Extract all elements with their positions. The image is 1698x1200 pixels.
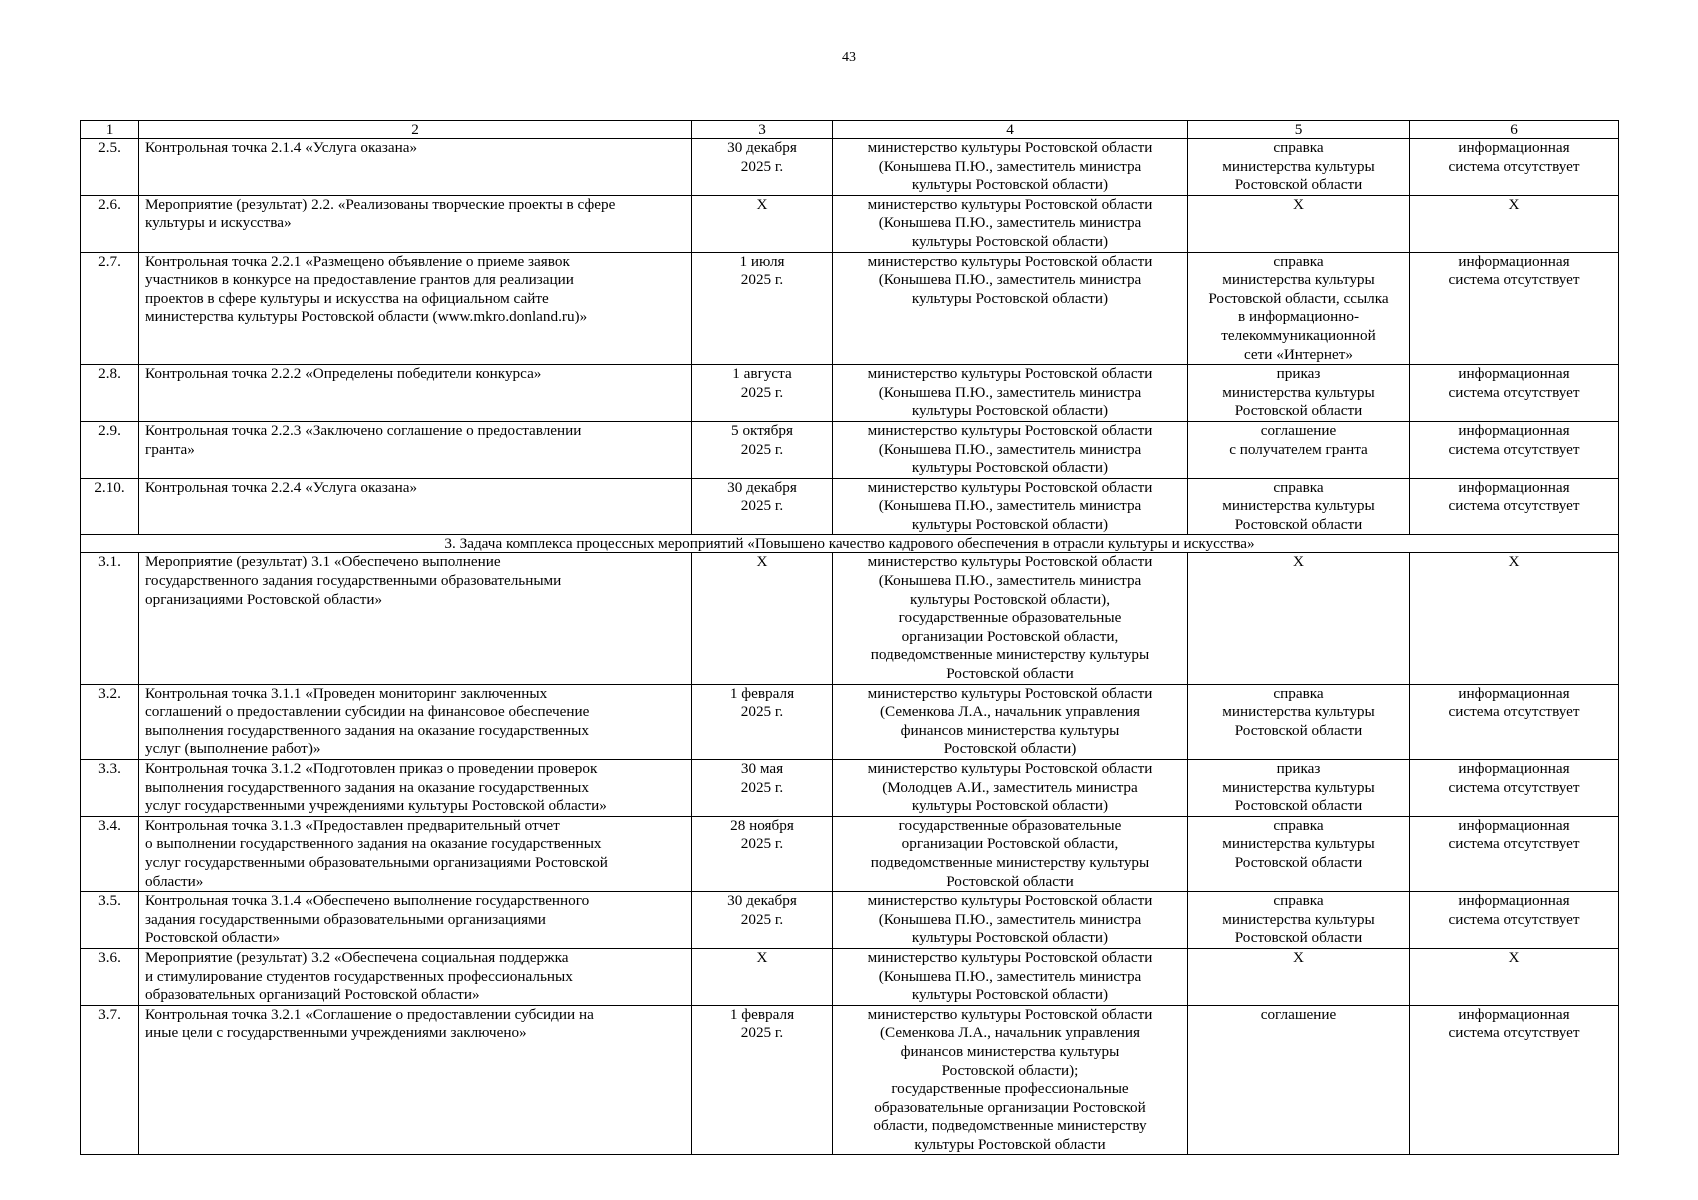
deadline-cell — [692, 684, 833, 759]
activity-name-cell-line: Контрольная точка 2.2.2 «Определены победители конкурса» — [145, 365, 542, 383]
responsible-cell — [833, 684, 1188, 759]
document-cell-line: Ростовской области, ссылка — [1208, 289, 1389, 307]
responsible-cell — [833, 478, 1188, 535]
deadline-cell — [692, 760, 833, 817]
header-cell-5: 5 — [1188, 121, 1410, 139]
deadline-cell-line: 1 августа — [732, 365, 792, 383]
document-cell-line: сети «Интернет» — [1244, 345, 1353, 363]
document-cell — [1188, 195, 1410, 252]
document-cell — [1188, 421, 1410, 478]
header-row — [81, 121, 1619, 139]
responsible-cell-line: Ростовской области — [946, 665, 1074, 683]
row-number-cell: 2.9. — [81, 421, 139, 478]
activity-name-cell-line: образовательных организаций Ростовской области» — [145, 986, 480, 1004]
table-body — [81, 121, 1619, 1155]
document-cell-line: телекоммуникационной — [1221, 326, 1376, 344]
activity-name-cell-line: задания государственными образовательными организациями — [145, 910, 546, 928]
table-row — [81, 892, 1619, 949]
info-system-cell-line: система отсутствует — [1448, 440, 1580, 458]
deadline-cell-line: X — [756, 195, 768, 213]
document-cell-line: министерства культуры — [1222, 383, 1375, 401]
activity-name-cell — [139, 421, 692, 478]
responsible-cell-line: (Конышева П.Ю., заместитель министра — [878, 383, 1142, 401]
document-cell-line: Ростовской области — [1234, 797, 1363, 815]
activity-name-cell-line: Контрольная точка 3.1.3 «Предоставлен предварительный отчет — [145, 816, 560, 834]
table-row — [81, 1005, 1619, 1155]
activity-name-cell — [139, 892, 692, 949]
info-system-cell — [1410, 365, 1619, 422]
responsible-cell — [833, 139, 1188, 196]
document-cell — [1188, 478, 1410, 535]
responsible-cell — [833, 760, 1188, 817]
deadline-cell-line: 30 декабря — [727, 478, 797, 496]
deadline-cell — [692, 252, 833, 365]
responsible-cell-line: министерство культуры Ростовской области — [867, 478, 1153, 496]
responsible-cell-line: культуры Ростовской области) — [911, 459, 1109, 477]
document-cell-line: справка — [1273, 684, 1324, 702]
deadline-cell-line: 2025 г. — [740, 440, 784, 458]
info-system-cell-line: система отсутствует — [1448, 910, 1580, 928]
info-system-cell-line: система отсутствует — [1448, 271, 1580, 289]
info-system-cell-line: информационная — [1458, 892, 1570, 910]
activity-name-cell-line: культуры и искусства» — [145, 214, 292, 232]
deadline-cell-line: 2025 г. — [740, 383, 784, 401]
info-system-cell — [1410, 421, 1619, 478]
activity-name-cell-line: Ростовской области» — [145, 929, 281, 947]
document-cell — [1188, 553, 1410, 684]
deadline-cell — [692, 892, 833, 949]
document-cell — [1188, 816, 1410, 891]
responsible-cell-line: области, подведомственные министерству — [873, 1117, 1147, 1135]
activity-name-cell-line: Контрольная точка 2.2.3 «Заключено соглашение о предоставлении — [145, 421, 582, 439]
deadline-cell-line: 30 декабря — [727, 139, 797, 156]
header-cell-4: 4 — [833, 121, 1188, 139]
document-cell-line: Ростовской области — [1234, 721, 1363, 739]
table-row — [81, 760, 1619, 817]
document-cell-line: министерства культуры — [1222, 835, 1375, 853]
table-row — [81, 252, 1619, 365]
deadline-cell — [692, 195, 833, 252]
info-system-cell-line: информационная — [1458, 1005, 1570, 1023]
deadline-cell-line: X — [756, 948, 768, 966]
activity-name-cell-line: Мероприятие (результат) 2.2. «Реализованы творческие проекты в сфере — [145, 195, 616, 213]
activity-name-cell — [139, 684, 692, 759]
row-number-cell: 2.6. — [81, 195, 139, 252]
document-cell — [1188, 684, 1410, 759]
document-cell — [1188, 948, 1410, 1005]
deadline-cell — [692, 421, 833, 478]
activity-name-cell-line: о выполнении государственного задания на оказание государственных — [145, 835, 602, 853]
info-system-cell-line: информационная — [1458, 478, 1570, 496]
info-system-cell-line: информационная — [1458, 684, 1570, 702]
control-points-table — [80, 120, 1619, 1155]
activity-name-cell — [139, 948, 692, 1005]
responsible-cell-line: культуры Ростовской области) — [911, 402, 1109, 420]
responsible-cell-line: культуры Ростовской области) — [911, 986, 1109, 1004]
deadline-cell — [692, 139, 833, 196]
responsible-cell — [833, 1005, 1188, 1155]
header-cell-6: 6 — [1410, 121, 1619, 139]
activity-name-cell-line: услуг (выполнение работ)» — [145, 740, 321, 758]
table-row — [81, 948, 1619, 1005]
deadline-cell-line: 1 июля — [739, 252, 785, 270]
responsible-cell-line: (Конышева П.Ю., заместитель министра — [878, 157, 1142, 175]
responsible-cell-line: Ростовской области) — [943, 740, 1077, 758]
info-system-cell — [1410, 816, 1619, 891]
row-number-cell: 2.5. — [81, 139, 139, 196]
responsible-cell-line: министерство культуры Ростовской области — [867, 421, 1153, 439]
document-cell-line: министерства культуры — [1222, 703, 1375, 721]
responsible-cell — [833, 421, 1188, 478]
document-cell-line: министерства культуры — [1222, 271, 1375, 289]
responsible-cell-line: подведомственные министерству культуры — [870, 646, 1150, 664]
activity-name-cell-line: Контрольная точка 2.1.4 «Услуга оказана» — [145, 139, 418, 156]
responsible-cell-line: министерство культуры Ростовской области — [867, 760, 1153, 777]
document-cell-line: Ростовской области — [1234, 515, 1363, 533]
activity-name-cell-line: Мероприятие (результат) 3.2 «Обеспечена социальная поддержка — [145, 948, 569, 966]
deadline-cell-line: 1 февраля — [729, 684, 795, 702]
activity-name-cell-line: проектов в сфере культуры и искусства на официальном сайте — [145, 289, 549, 307]
responsible-cell-line: культуры Ростовской области) — [911, 232, 1109, 250]
document-cell-line: министерства культуры — [1222, 910, 1375, 928]
document-cell-line: справка — [1273, 139, 1324, 156]
responsible-cell-line: (Конышева П.Ю., заместитель министра — [878, 967, 1142, 985]
responsible-cell-line: финансов министерства культуры — [900, 721, 1120, 739]
info-system-cell — [1410, 1005, 1619, 1155]
activity-name-cell-line: Контрольная точка 3.1.4 «Обеспечено выполнение государственного — [145, 892, 590, 910]
document-cell-line: министерства культуры — [1222, 497, 1375, 515]
document-cell-line: с получателем гранта — [1229, 440, 1368, 458]
activity-name-cell-line: государственного задания государственными образовательными — [145, 572, 562, 590]
responsible-cell-line: образовательные организации Ростовской — [874, 1098, 1146, 1116]
activity-name-cell-line: организациями Ростовской области» — [145, 590, 383, 608]
activity-name-cell-line: Контрольная точка 2.2.1 «Размещено объявление о приеме заявок — [145, 252, 570, 270]
deadline-cell-line: X — [756, 553, 768, 571]
responsible-cell-line: Ростовской области); — [941, 1061, 1079, 1079]
responsible-cell — [833, 195, 1188, 252]
activity-name-cell-line: и стимулирование студентов государственных профессиональных — [145, 967, 573, 985]
document-cell-line: X — [1293, 553, 1304, 571]
header-cell-2: 2 — [139, 121, 692, 139]
responsible-cell-line: культуры Ростовской области) — [911, 929, 1109, 947]
table-row — [81, 365, 1619, 422]
page-number: 43 — [842, 50, 856, 65]
table-row — [81, 684, 1619, 759]
info-system-cell-line: информационная — [1458, 365, 1570, 383]
responsible-cell-line: (Семенкова Л.А., начальник управления — [879, 703, 1141, 721]
deadline-cell-line: 2025 г. — [740, 703, 784, 721]
row-number-cell: 2.10. — [81, 478, 139, 535]
row-number-cell: 3.4. — [81, 816, 139, 891]
deadline-cell-line: 2025 г. — [740, 497, 784, 515]
deadline-cell-line: 2025 г. — [740, 910, 784, 928]
deadline-cell-line: 28 ноября — [730, 816, 794, 834]
row-number-cell: 3.3. — [81, 760, 139, 817]
section-heading-row — [81, 535, 1619, 553]
responsible-cell-line: культуры Ростовской области) — [911, 176, 1109, 194]
deadline-cell-line: 30 декабря — [727, 892, 797, 910]
info-system-cell — [1410, 892, 1619, 949]
row-number-cell: 2.8. — [81, 365, 139, 422]
responsible-cell-line: (Конышева П.Ю., заместитель министра — [878, 910, 1142, 928]
deadline-cell-line: 5 октября — [731, 421, 793, 439]
document-cell — [1188, 252, 1410, 365]
responsible-cell-line: (Конышева П.Ю., заместитель министра — [878, 497, 1142, 515]
table-row — [81, 421, 1619, 478]
activity-name-cell-line: министерства культуры Ростовской области (www.mkro.donland.ru)» — [145, 308, 588, 326]
responsible-cell-line: культуры Ростовской области), — [909, 590, 1111, 608]
info-system-cell-line: X — [1508, 195, 1520, 213]
responsible-cell-line: министерство культуры Ростовской области — [867, 684, 1153, 702]
info-system-cell-line: система отсутствует — [1448, 383, 1580, 401]
deadline-cell-line: 1 февраля — [729, 1005, 795, 1023]
info-system-cell-line: X — [1508, 553, 1520, 571]
info-system-cell — [1410, 760, 1619, 817]
activity-name-cell-line: Контрольная точка 3.2.1 «Соглашение о предоставлении субсидии на — [145, 1005, 594, 1023]
deadline-cell-line: 2025 г. — [740, 1024, 784, 1042]
deadline-cell — [692, 478, 833, 535]
responsible-cell-line: министерство культуры Ростовской области — [867, 195, 1153, 213]
info-system-cell-line: система отсутствует — [1448, 157, 1580, 175]
responsible-cell-line: министерство культуры Ростовской области — [867, 365, 1153, 383]
activity-name-cell — [139, 1005, 692, 1155]
document-cell — [1188, 892, 1410, 949]
header-cell-3: 3 — [692, 121, 833, 139]
row-number-cell: 3.6. — [81, 948, 139, 1005]
responsible-cell-line: министерство культуры Ростовской области — [867, 252, 1153, 270]
responsible-cell-line: государственные образовательные — [898, 609, 1122, 627]
activity-name-cell-line: соглашений о предоставлении субсидии на финансовое обеспечение — [145, 703, 590, 721]
activity-name-cell — [139, 478, 692, 535]
responsible-cell-line: культуры Ростовской области) — [911, 515, 1109, 533]
document-cell-line: Ростовской области — [1234, 853, 1363, 871]
activity-name-cell-line: гранта» — [145, 440, 195, 458]
responsible-cell-line: (Молодцев А.И., заместитель министра — [882, 778, 1138, 796]
activity-name-cell — [139, 365, 692, 422]
responsible-cell-line: министерство культуры Ростовской области — [867, 948, 1153, 966]
document-cell — [1188, 760, 1410, 817]
deadline-cell — [692, 1005, 833, 1155]
document-cell-line: в информационно- — [1237, 308, 1360, 326]
document-cell — [1188, 139, 1410, 196]
document-cell-line: приказ — [1276, 760, 1321, 777]
responsible-cell — [833, 892, 1188, 949]
document-cell-line: министерства культуры — [1222, 157, 1375, 175]
info-system-cell-line: информационная — [1458, 760, 1570, 777]
deadline-cell — [692, 948, 833, 1005]
info-system-cell-line: информационная — [1458, 252, 1570, 270]
responsible-cell-line: государственные профессиональные — [891, 1080, 1129, 1098]
activity-name-cell — [139, 195, 692, 252]
table-row — [81, 478, 1619, 535]
deadline-cell — [692, 553, 833, 684]
document-cell-line: Ростовской области — [1234, 929, 1363, 947]
activity-name-cell-line: выполнения государственного задания на оказание государственных — [145, 778, 589, 796]
info-system-cell-line: X — [1508, 948, 1520, 966]
document-cell — [1188, 365, 1410, 422]
info-system-cell-line: система отсутствует — [1448, 778, 1580, 796]
responsible-cell — [833, 948, 1188, 1005]
document-cell-line: справка — [1273, 816, 1324, 834]
responsible-cell-line: министерство культуры Ростовской области — [867, 892, 1153, 910]
document-cell-line: X — [1293, 948, 1304, 966]
responsible-cell-line: министерство культуры Ростовской области — [867, 1005, 1153, 1023]
activity-name-cell-line: участников в конкурсе на предоставление грантов для реализации — [145, 271, 574, 289]
activity-name-cell — [139, 139, 692, 196]
activity-name-cell — [139, 252, 692, 365]
activity-name-cell-line: Мероприятие (результат) 3.1 «Обеспечено выполнение — [145, 553, 501, 571]
responsible-cell — [833, 553, 1188, 684]
document-cell-line: приказ — [1276, 365, 1321, 383]
info-system-cell — [1410, 684, 1619, 759]
document-cell-line: соглашение — [1260, 1005, 1337, 1023]
info-system-cell-line: система отсутствует — [1448, 835, 1580, 853]
table-row — [81, 816, 1619, 891]
deadline-cell-line: 2025 г. — [740, 271, 784, 289]
activity-name-cell — [139, 760, 692, 817]
document-cell-line: справка — [1273, 478, 1324, 496]
deadline-cell — [692, 365, 833, 422]
table-row — [81, 195, 1619, 252]
responsible-cell-line: министерство культуры Ростовской области — [867, 553, 1153, 571]
responsible-cell-line: культуры Ростовской области — [914, 1135, 1106, 1153]
info-system-cell-line: система отсутствует — [1448, 497, 1580, 515]
responsible-cell-line: организации Ростовской области, — [901, 627, 1119, 645]
document-cell-line: министерства культуры — [1222, 778, 1375, 796]
info-system-cell — [1410, 139, 1619, 196]
responsible-cell — [833, 365, 1188, 422]
row-number-cell: 3.5. — [81, 892, 139, 949]
activity-name-cell — [139, 816, 692, 891]
info-system-cell — [1410, 553, 1619, 684]
deadline-cell — [692, 816, 833, 891]
row-number-cell: 3.2. — [81, 684, 139, 759]
activity-name-cell-line: области» — [145, 872, 204, 890]
info-system-cell-line: информационная — [1458, 139, 1570, 156]
responsible-cell-line: (Конышева П.Ю., заместитель министра — [878, 271, 1142, 289]
activity-name-cell-line: Контрольная точка 3.1.1 «Проведен мониторинг заключенных — [145, 684, 548, 702]
info-system-cell — [1410, 195, 1619, 252]
responsible-cell-line: финансов министерства культуры — [900, 1042, 1120, 1060]
document-cell-line: X — [1293, 195, 1304, 213]
activity-name-cell-line: иные цели с государственными учреждениями заключено» — [145, 1024, 527, 1042]
responsible-cell-line: (Конышева П.Ю., заместитель министра — [878, 572, 1142, 590]
row-number-cell: 3.7. — [81, 1005, 139, 1155]
document-cell — [1188, 1005, 1410, 1155]
deadline-cell-line: 2025 г. — [740, 778, 784, 796]
responsible-cell-line: (Семенкова Л.А., начальник управления — [879, 1024, 1141, 1042]
info-system-cell — [1410, 948, 1619, 1005]
document-cell-line: Ростовской области — [1234, 402, 1363, 420]
responsible-cell — [833, 816, 1188, 891]
info-system-cell — [1410, 478, 1619, 535]
responsible-cell-line: культуры Ростовской области) — [911, 797, 1109, 815]
responsible-cell-line: культуры Ростовской области) — [911, 289, 1109, 307]
table-row — [81, 139, 1619, 196]
activity-name-cell-line: услуг государственными образовательными организациями Ростовской — [145, 853, 608, 871]
activity-name-cell — [139, 553, 692, 684]
activity-name-cell-line: услуг государственными учреждениями культуры Ростовской области» — [145, 797, 607, 815]
section-heading: 3. Задача комплекса процессных мероприятий «Повышено качество кадрового обеспечения в отрасли культуры и искусства» — [81, 535, 1619, 553]
responsible-cell-line: государственные образовательные — [898, 816, 1122, 834]
header-cell-1: 1 — [81, 121, 139, 139]
document-cell-line: Ростовской области — [1234, 176, 1363, 194]
deadline-cell-line: 2025 г. — [740, 835, 784, 853]
responsible-cell-line: (Конышева П.Ю., заместитель министра — [878, 440, 1142, 458]
table-row — [81, 553, 1619, 684]
responsible-cell-line: организации Ростовской области, — [901, 835, 1119, 853]
activity-name-cell-line: Контрольная точка 3.1.2 «Подготовлен приказ о проведении проверок — [145, 760, 598, 777]
info-system-cell-line: информационная — [1458, 816, 1570, 834]
info-system-cell-line: информационная — [1458, 421, 1570, 439]
responsible-cell-line: подведомственные министерству культуры — [870, 853, 1150, 871]
info-system-cell-line: система отсутствует — [1448, 1024, 1580, 1042]
deadline-cell-line: 30 мая — [740, 760, 784, 777]
document-cell-line: справка — [1273, 892, 1324, 910]
row-number-cell: 2.7. — [81, 252, 139, 365]
responsible-cell — [833, 252, 1188, 365]
activity-name-cell-line: выполнения государственного задания на оказание государственных — [145, 721, 589, 739]
activity-name-cell-line: Контрольная точка 2.2.4 «Услуга оказана» — [145, 478, 418, 496]
responsible-cell-line: Ростовской области — [946, 872, 1074, 890]
deadline-cell-line: 2025 г. — [740, 157, 784, 175]
info-system-cell-line: система отсутствует — [1448, 703, 1580, 721]
document-cell-line: соглашение — [1260, 421, 1337, 439]
responsible-cell-line: (Конышева П.Ю., заместитель министра — [878, 214, 1142, 232]
responsible-cell-line: министерство культуры Ростовской области — [867, 139, 1153, 156]
info-system-cell — [1410, 252, 1619, 365]
document-cell-line: справка — [1273, 252, 1324, 270]
row-number-cell: 3.1. — [81, 553, 139, 684]
